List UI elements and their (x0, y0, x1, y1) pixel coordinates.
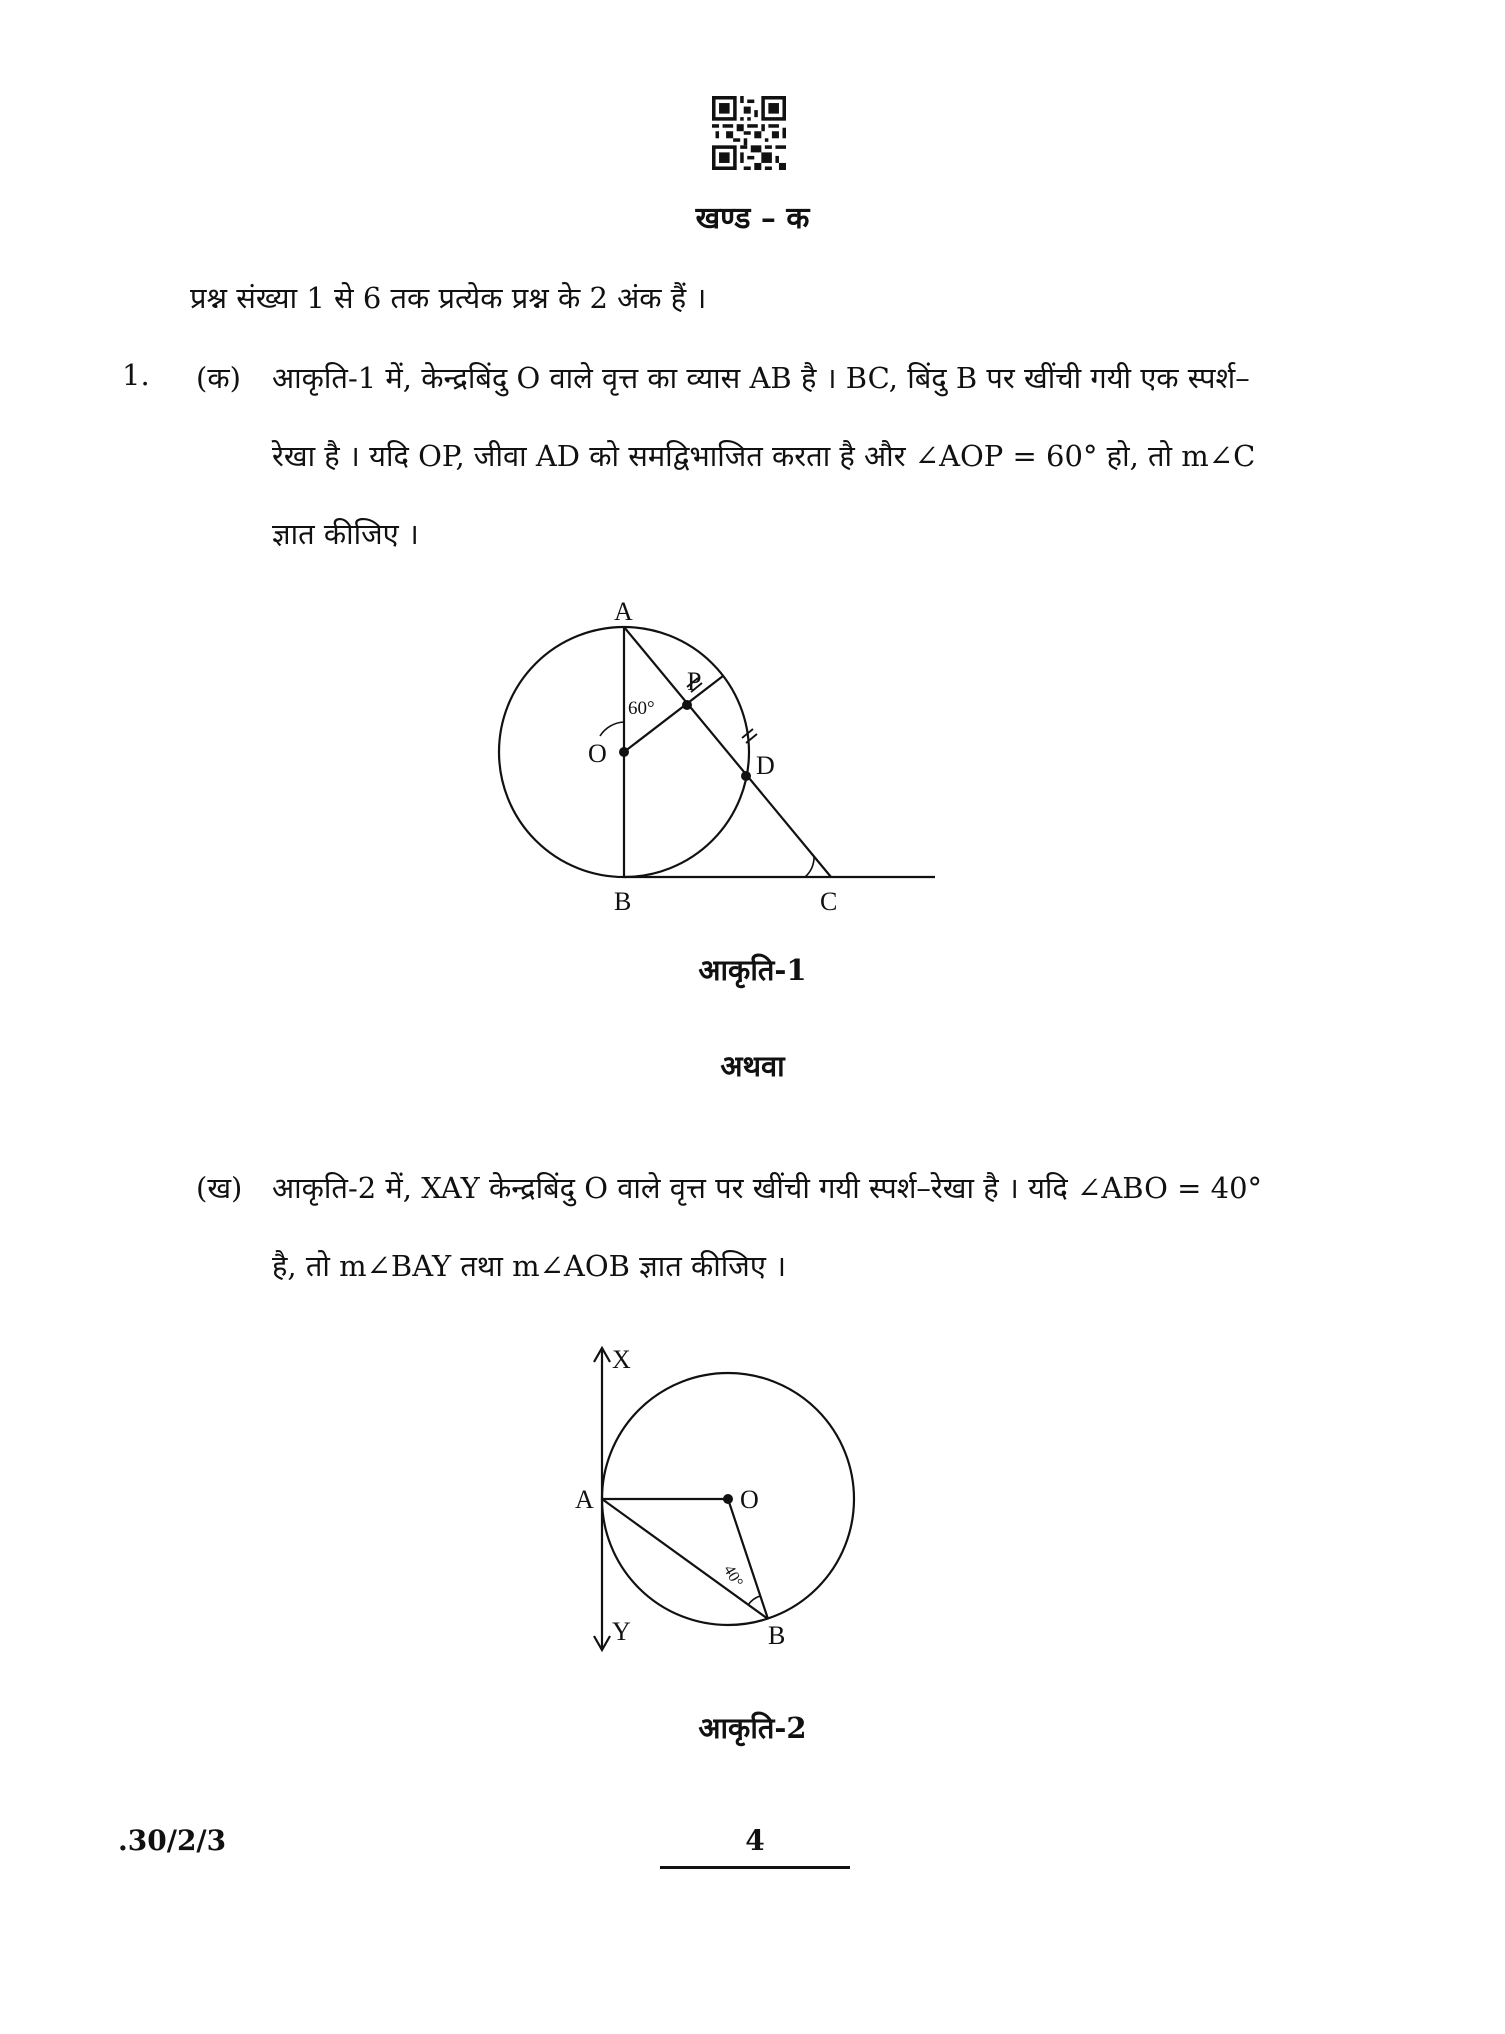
label-c: C (820, 887, 838, 916)
point-o (723, 1494, 733, 1504)
label-b: B (768, 1621, 786, 1650)
qr-code-icon (712, 96, 786, 170)
angle-arc-60 (600, 722, 624, 736)
part-a-label: (क) (196, 361, 241, 395)
label-b: B (614, 887, 632, 916)
angle-arc-c (805, 856, 814, 877)
label-angle-40: 40° (720, 1562, 746, 1591)
label-angle-60: 60° (628, 698, 655, 719)
figure-1-caption: आकृति-1 (698, 953, 807, 987)
figure-1 (480, 590, 950, 920)
page-number: 4 (745, 1824, 765, 1857)
section-title: खण्ड – क (695, 201, 810, 236)
label-o: O (588, 739, 607, 768)
figure-2-caption: आकृति-2 (698, 1711, 807, 1745)
paper-code: .30/2/3 (118, 1824, 227, 1857)
part-b-label: (ख) (196, 1171, 243, 1205)
instructions-text: प्रश्न संख्या 1 से 6 तक प्रत्येक प्रश्न के 2 अंक हैं । (190, 281, 707, 315)
part-b-line-1: आकृति-2 में, XAY केन्द्रबिंदु O वाले वृत्त पर खींची गयी स्पर्श–रेखा है । यदि ∠ABO = 40° (272, 1171, 1263, 1205)
label-d: D (756, 751, 775, 780)
chord-ab (602, 1499, 768, 1619)
label-a: A (575, 1485, 594, 1514)
point-d (741, 771, 751, 781)
part-b-line-2: है, तो m∠BAY तथा m∠AOB ज्ञात कीजिए । (272, 1249, 787, 1283)
part-a-line-2: रेखा है । यदि OP, जीवा AD को समद्विभाजित करता है और ∠AOP = 60° हो, तो m∠C (272, 439, 1256, 473)
label-a: A (614, 597, 633, 626)
label-x: X (612, 1345, 631, 1374)
point-p (682, 700, 692, 710)
part-a-line-3: ज्ञात कीजिए । (272, 517, 419, 551)
angle-arc-40 (748, 1596, 760, 1605)
label-y: Y (612, 1617, 631, 1646)
figure-2 (570, 1340, 870, 1660)
page-number-underline (660, 1866, 850, 1869)
label-o: O (740, 1485, 759, 1514)
part-a-line-1: आकृति-1 में, केन्द्रबिंदु O वाले वृत्त का व्यास AB है । BC, बिंदु B पर खींची गयी एक स्पर्श– (272, 361, 1250, 395)
label-p: P (687, 667, 702, 696)
radius-ob (728, 1499, 768, 1619)
line-ac (624, 627, 831, 877)
or-text: अथवा (720, 1049, 785, 1083)
question-number: 1. (122, 358, 150, 392)
point-o (619, 747, 629, 757)
